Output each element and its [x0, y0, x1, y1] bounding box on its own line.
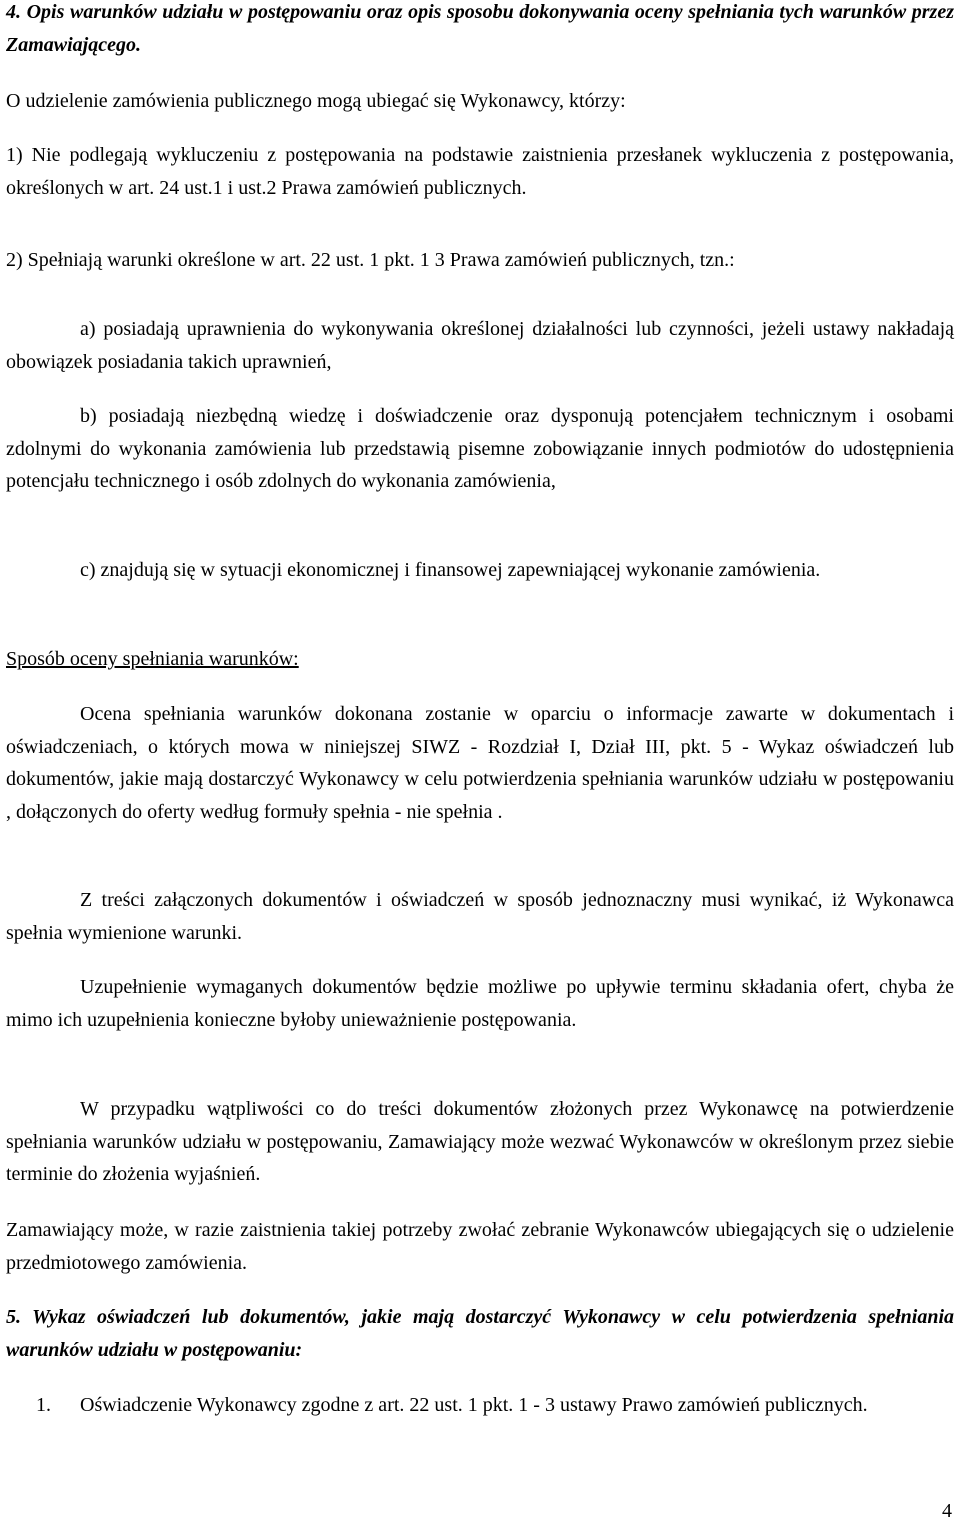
condition-2c: c) znajdują się w sytuacji ekonomicznej i finansowej zapewniającej wykonanie zamówienia.: [80, 559, 821, 581]
condition-2: 2) Spełniają warunki określone w art. 22 ust. 1 pkt. 1 3 Prawa zamówień publicznych, tzn.:: [6, 249, 735, 271]
section-5-heading: 5. Wykaz oświadczeń lub dokumentów, jakie mają dostarczyć Wykonawcy w celu potwierdzenia spełniania warunków udziału w postępowaniu:: [6, 1306, 954, 1361]
page-number: 4: [942, 1500, 952, 1522]
condition-2a: a) posiadają uprawnienia do wykonywania określonej działalności lub czynności, jeżeli ustawy nakładają obowiązek posiadania takich uprawnień,: [6, 318, 954, 373]
conditions-intro: O udzielenie zamówienia publicznego mogą ubiegać się Wykonawcy, którzy:: [6, 90, 626, 112]
assessment-paragraph-1: Ocena spełniania warunków dokonana zostanie w oparciu o informacje zawarte w dokumentach i oświadczeniach, o których mowa w niniejszej SIWZ - Rozdział I, Dział III, pkt. 5 - Wykaz oświadczeń lub dokumentów, jakie mają dostarczyć Wykonawcy w celu potwierdzenia spełniania warunków udziału w postępowaniu , dołączonych do oferty według formuły spełnia - nie spełnia .: [6, 703, 954, 823]
list-item-number: 1.: [36, 1394, 51, 1416]
assessment-heading: Sposób oceny spełniania warunków:: [6, 648, 299, 670]
assessment-paragraph-5: Zamawiający może, w razie zaistnienia takiej potrzeby zwołać zebranie Wykonawców ubiegających się o udzielenie przedmiotowego zamówienia.: [6, 1219, 954, 1274]
document-page: [6, 0, 954, 1537]
assessment-paragraph-3: Uzupełnienie wymaganych dokumentów będzie możliwe po upływie terminu składania ofert, chyba że mimo ich uzupełnienia konieczne byłoby unieważnienie postępowania.: [6, 976, 954, 1031]
assessment-paragraph-2: Z treści załączonych dokumentów i oświadczeń w sposób jednoznaczny musi wynikać, iż Wykonawca spełnia wymienione warunki.: [6, 889, 954, 944]
section-4-heading: 4. Opis warunków udziału w postępowaniu oraz opis sposobu dokonywania oceny spełniania tych warunków przez Zamawiającego.: [6, 1, 954, 56]
list-item: [6, 1389, 954, 1422]
condition-2b: b) posiadają niezbędną wiedzę i doświadczenie oraz dysponują potencjałem technicznym i osobami zdolnymi do wykonania zamówienia lub przedstawią pisemne zobowiązanie innych podmiotów do udostępnienia potencjału technicznego i osób zdolnych do wykonania zamówienia,: [6, 405, 954, 492]
condition-1: 1) Nie podlegają wykluczeniu z postępowania na podstawie zaistnienia przesłanek wykluczenia z postępowania, określonych w art. 24 ust.1 i ust.2 Prawa zamówień publicznych.: [6, 144, 954, 199]
assessment-paragraph-4: W przypadku wątpliwości co do treści dokumentów złożonych przez Wykonawcę na potwierdzenie spełniania warunków udziału w postępowaniu, Zamawiający może wezwać Wykonawców w określonym przez siebie terminie do złożenia wyjaśnień.: [6, 1098, 954, 1185]
list-item-text: Oświadczenie Wykonawcy zgodne z art. 22 ust. 1 pkt. 1 - 3 ustawy Prawo zamówień publicznych.: [80, 1394, 868, 1416]
